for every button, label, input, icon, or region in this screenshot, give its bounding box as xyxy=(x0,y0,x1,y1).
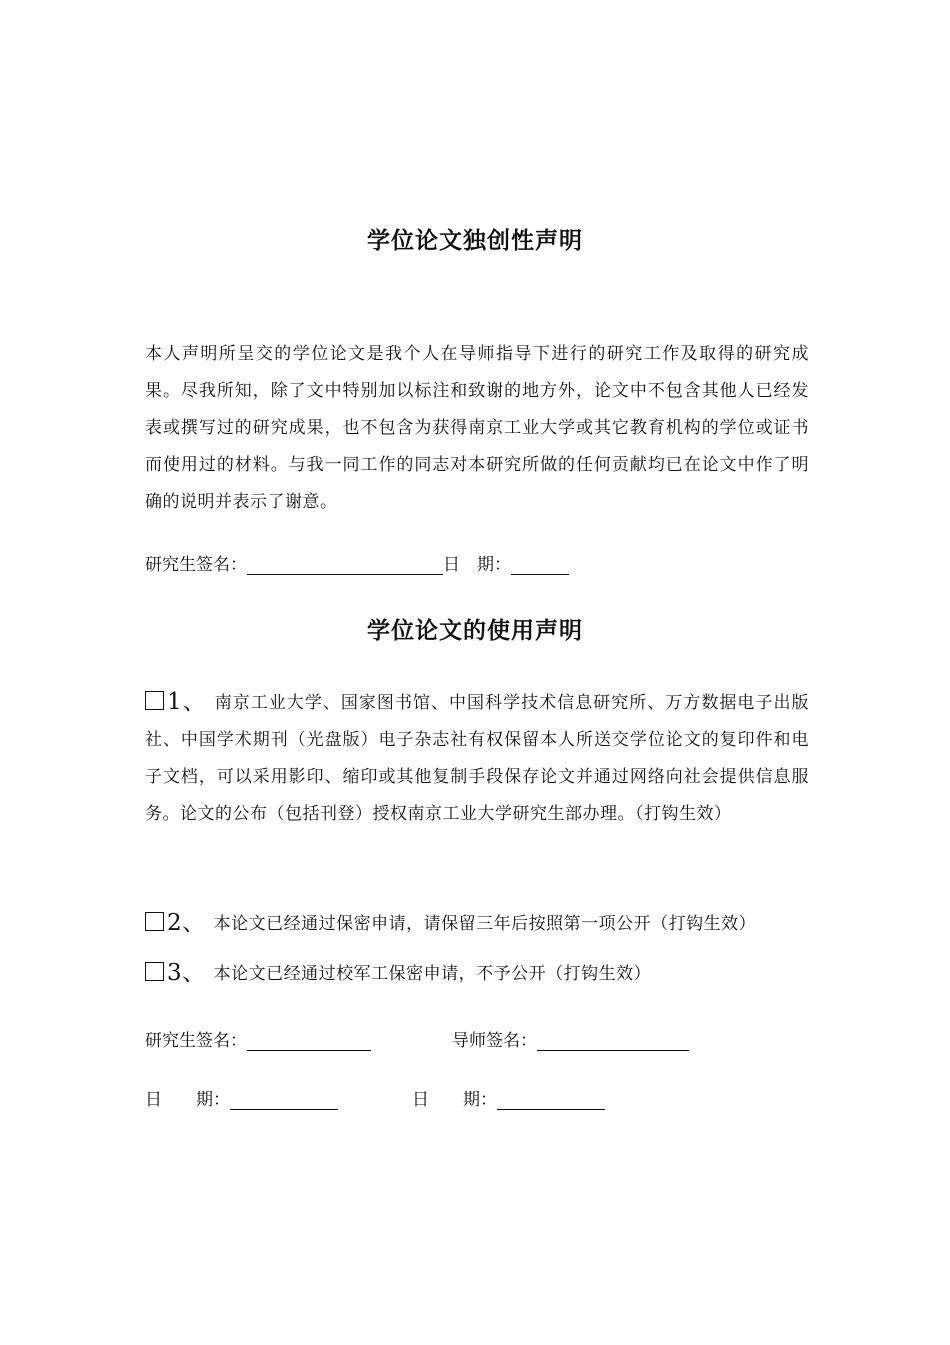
originality-signature-row xyxy=(145,550,569,575)
option-2-text: 本论文已经通过保密申请，请保留三年后按照第一项公开（打钩生效） xyxy=(213,914,757,934)
option-2-number: 2、 xyxy=(167,910,206,936)
advisor-date-label: 日 期： xyxy=(412,1090,497,1110)
originality-statement-body: 本人声明所呈交的学位论文是我个人在导师指导下进行的研究工作及取得的研究成果。尽我所知，除了文中特别加以标注和致谢的地方外，论文中不包含其他人已经发表或撰写过的研究成果，也不包含为获得南京工业大学或其它教育机构的学位或证书而使用过的材料。与我一同工作的同志对本研究所做的任何贡献均已在论文中作了明确的说明并表示了谢意。 xyxy=(145,344,809,512)
student-signature-field[interactable] xyxy=(247,556,443,575)
usage-option-2 xyxy=(145,905,809,943)
option-3-checkbox[interactable] xyxy=(145,962,164,981)
option-3-text: 本论文已经通过校军工保密申请，不予公开（打钩生效） xyxy=(213,964,652,984)
student-date-label: 日 期： xyxy=(145,1090,230,1110)
student-signature-label: 研究生签名： xyxy=(145,555,247,575)
usage-advisor-signature-row xyxy=(452,1026,689,1051)
option-1-checkbox[interactable] xyxy=(145,691,164,710)
date-label: 日 期： xyxy=(443,555,511,575)
option-1-text: 南京工业大学、国家图书馆、中国科学技术信息研究所、万方数据电子出版社、中国学术期刊（光盘版）电子杂志社有权保留本人所送交学位论文的复印件和电子文档，可以采用影印、缩印或其他复制手段保存论文并通过网络向社会提供信息服务。论文的公布（包括刊登）授权南京工业大学研究生部办理。（打钩生效） xyxy=(145,693,809,824)
advisor-date-field[interactable] xyxy=(497,1091,605,1110)
student-date-field[interactable] xyxy=(230,1091,338,1110)
usage-option-1 xyxy=(145,684,809,833)
usage-advisor-date-row xyxy=(412,1085,605,1110)
advisor-signature-field[interactable] xyxy=(537,1032,689,1051)
option-1-number: 1、 xyxy=(167,689,207,715)
date-field[interactable] xyxy=(511,556,569,575)
usage-statement-title: 学位论文的使用声明 xyxy=(367,618,583,644)
option-2-checkbox[interactable] xyxy=(145,912,164,931)
usage-option-3 xyxy=(145,955,809,993)
student-signature-label: 研究生签名： xyxy=(145,1031,247,1051)
student-signature-field[interactable] xyxy=(247,1032,371,1051)
usage-student-signature-row xyxy=(145,1026,371,1051)
option-3-number: 3、 xyxy=(167,960,206,986)
usage-student-date-row xyxy=(145,1085,338,1110)
advisor-signature-label: 导师签名： xyxy=(452,1031,537,1051)
originality-statement-title: 学位论文独创性声明 xyxy=(367,228,583,254)
